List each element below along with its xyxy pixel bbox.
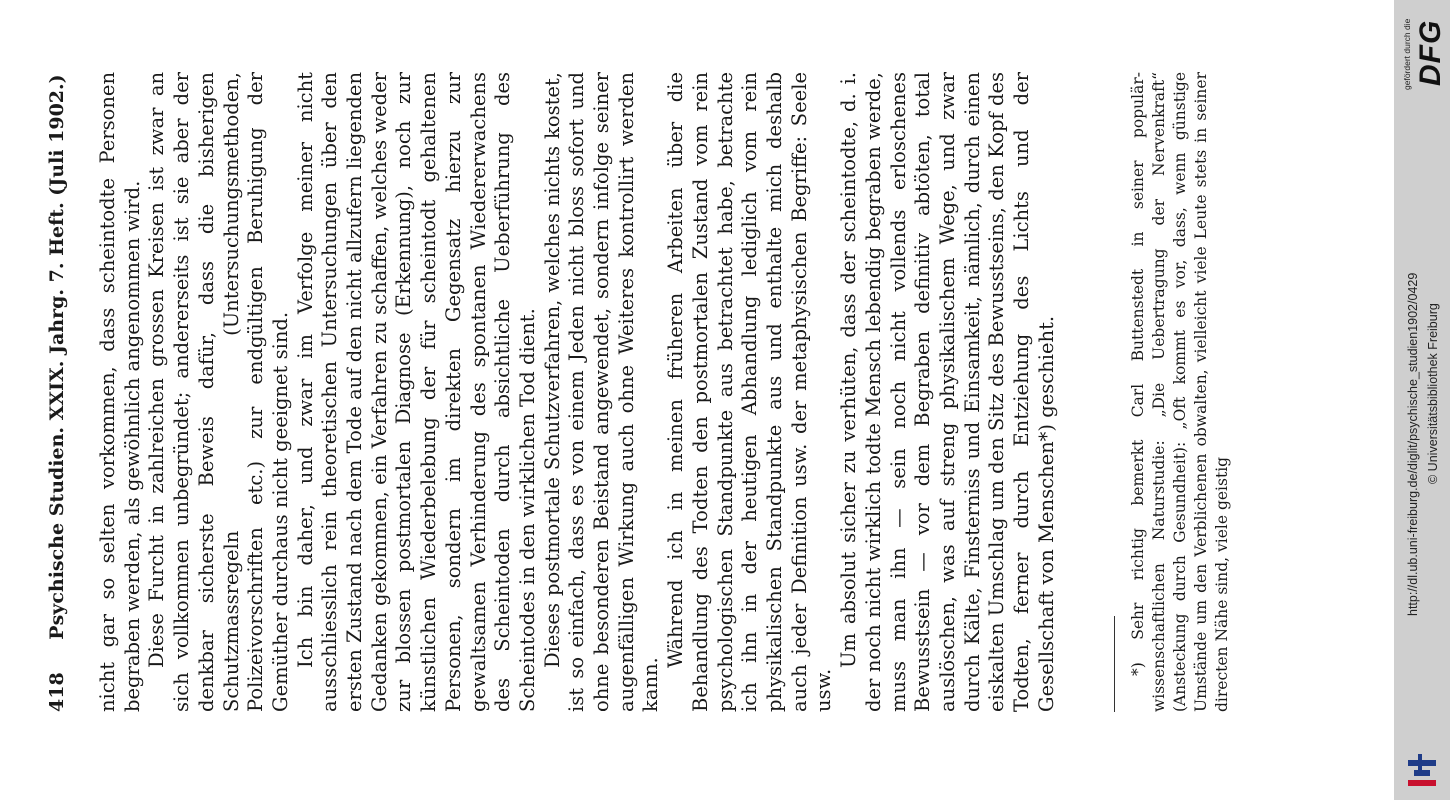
body-text xyxy=(96,72,1059,712)
dfg-wordmark: DFG xyxy=(1414,19,1447,86)
paragraph: Dieses postmortale Schutzverfahren, welches nichts kostet, ist so einfach, dass es von einem Jeden nicht bloss sofort und ohne besonderen Beistand angewendet, sondern infolge seiner augenfälligen Wirkung auch ohne Weiteres kontrollirt werden kann. xyxy=(540,72,663,712)
dfg-funding-note: gefördert durch die xyxy=(1402,18,1412,90)
attribution-sidebar-content xyxy=(1394,0,1450,800)
paragraph: Während ich in meinen früheren Arbeiten über die Behandlung des Todten den postmortalen Zustand vom rein psychologischen Standpunkte aus betrachtet habe, betrachte ich ihn in der heutigen Abhandlung lediglich vom rein physikalischen Standpunkte aus und enthalte mich deshalb auch jeder Definition usw. der metaphysischen Begriffe: Seele usw. xyxy=(664,72,836,712)
running-title: Psychische Studien. XXIX. Jahrg. 7. Heft. (Juli 1902.) xyxy=(46,74,68,640)
paragraph: nicht gar so selten vorkommen, dass scheintodte Personen begraben werden, als gewöhnlich angenommen wird. xyxy=(96,72,144,712)
ub-freiburg-logo-icon xyxy=(1404,750,1440,790)
footnote-text: *) Sehr richtig bemerkt Carl Buttenstedt in seiner populär-wissenschaftlichen Naturstudie: „Die Uebertragung der Nervenkraft“ (Ansteckung durch Gesundheit): „Oft kommt es vor, dass, wenn günstige Umstände um den Verblichenen obwalten, vielleicht viele Leute stets in seiner directen Nähe sind, viele geistig xyxy=(1129,72,1231,712)
dfg-logo xyxy=(1400,4,1446,90)
paragraph: Ich bin daher, und zwar im Verfolge meiner nicht ausschliesslich rein theoretischen Untersuchungen über den ersten Zustand nach dem Tode auf den nicht allzufern liegenden Gedanken gekommen, ein Verfahren zu schaffen, welches weder zur blossen postmortalen Diagnose (Erkennung), noch zur künstlichen Wiederbelebung der für scheintodt gehaltenen Personen, sondern im direkten Gegensatz hierzu zur gewaltsamen Verhinderung des spontanen Wiedererwachens des Scheintoden durch absichtliche Ueberführung des Scheintodes in den wirklichen Tod dient. xyxy=(293,72,539,712)
running-header xyxy=(46,72,68,712)
page-number: 418 xyxy=(46,672,68,712)
source-url-link[interactable]: http://dl.ub.uni-freiburg.de/diglit/psychische_studien1902/0429 xyxy=(1406,272,1420,616)
footnote-divider xyxy=(1114,616,1115,712)
paragraph: Um absolut sicher zu verhüten, dass der scheintodte, d. i. der noch nicht wirklich todte Mensch lebendig begraben werde, muss man ihn — sein noch nicht vollends erloschenes Bewusstsein — vor dem Begraben definitiv abtöten, total auslöschen, was auf streng physikalischem Wege, und zwar durch Kälte, Finsterniss und Einsamkeit, nämlich, durch einen eiskalten Umschlag um den Sitz des Bewusstseins, den Kopf des Todten, ferner durch Entziehung des Lichts und der Gesellschaft von Menschen*) geschieht. xyxy=(837,72,1058,712)
copyright-notice: © Universitätsbibliothek Freiburg xyxy=(1426,303,1440,484)
footnote xyxy=(1128,72,1233,712)
paragraph: Diese Furcht in zahlreichen grossen Kreisen ist zwar an sich vollkommen unbegründet; andererseits ist sie aber der denkbar sicherste Beweis dafür, dass die bisherigen Schutzmassregeln (Untersuchungsmethoden, Polizeivorschriften etc.) zur endgültigen Beruhigung der Gemüther durchaus nicht geeignet sind. xyxy=(145,72,292,712)
